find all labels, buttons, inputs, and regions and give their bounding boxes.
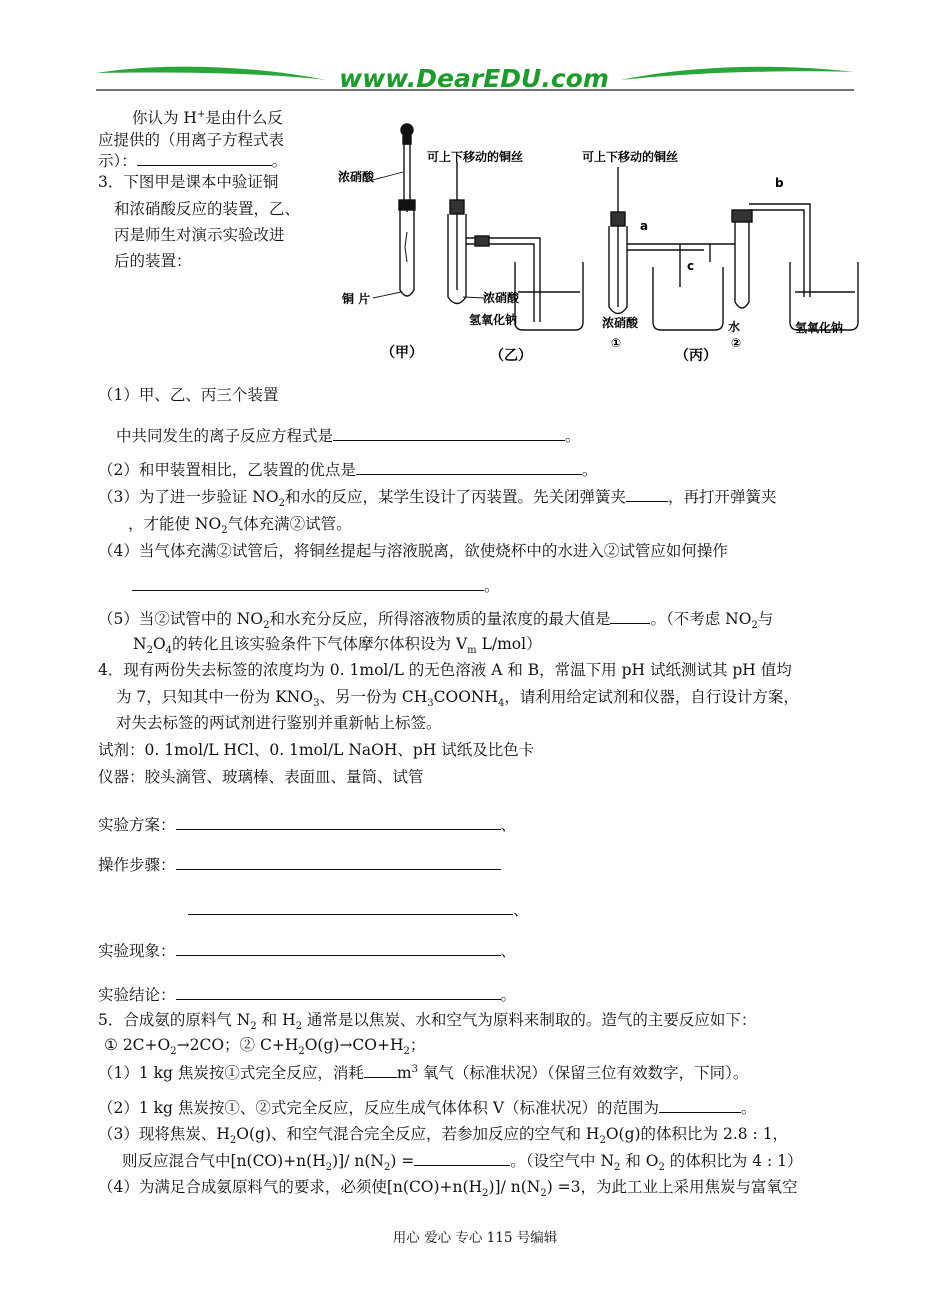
intro-line-1: 你认为 H+是由什么反 (132, 108, 283, 127)
intro-line-3: 示）： 。 (98, 152, 288, 170)
bing-clip-b: b (775, 176, 784, 190)
answer-blank[interactable] (188, 899, 513, 915)
bing-clip-a: a (640, 219, 649, 233)
q5-line-1: 5．合成氨的原料气 $N_2$ 和 $H_2$ 通常是以焦炭、水和空气为原料来制取的。造气的主要反应如下： (98, 1011, 757, 1033)
bing-water-label: 水 (728, 320, 741, 334)
yi-wire-label: 可上下移动的铜丝 (427, 150, 524, 164)
answer-blank[interactable] (137, 150, 272, 166)
q4-steps: 操作步骤： (98, 854, 501, 875)
jia-copper-label: 铜 片 (342, 292, 371, 306)
p1-line-a: （1）甲、乙、丙三个装置 (98, 386, 279, 404)
q4-reagents: 试剂：0. 1mol/L HCl、0. 1mol/L NaOH、pH 试纸及比色卡 (98, 741, 535, 759)
answer-blank[interactable] (132, 575, 484, 591)
header-swoosh-right (621, 67, 854, 80)
q5-part-3-a: （3）现将焦炭、$H_2O(g)$、和空气混合完全反应，若参加反应的空气和 $H_2O(g)$的体积比为 2.8 : 1， (98, 1125, 789, 1147)
bing-tube-1: ① (611, 336, 622, 350)
header-site-title[interactable]: www.DearEDU.com (339, 64, 609, 93)
bing-naoh-label: 氢氧化钠 (795, 321, 844, 335)
q5-reactions: ① $2C+O_2\to 2CO$；② $C+H_2O(g)\to CO+H_2$； (104, 1036, 426, 1058)
apparatus-bing (609, 167, 858, 330)
apparatus-figure (335, 112, 860, 370)
bing-acid-label: 浓硝酸 (602, 316, 639, 330)
bing-wire-label: 可上下移动的铜丝 (582, 150, 679, 164)
q5-part-3-b: 则反应混合气中$[n(CO)+n(H_2)]/$ $n(N_2)$ = 。（设空气中 $N_2$ 和 $O_2$ 的体积比为 4 : 1） (122, 1152, 803, 1174)
yi-caption: （乙） (490, 348, 532, 364)
answer-blank[interactable] (626, 486, 668, 502)
q4-plan: 实验方案： 、 (98, 816, 517, 834)
q3-line-4: 后的装置： (114, 252, 192, 270)
q4-line-1: 4．现有两份失去标签的浓度均为 0. 1mol/L 的无色溶液 A 和 B，常温下用 pH 试纸测试其 pH 值均 (98, 661, 792, 679)
p3-line-b: ，才能使 $NO_2$气体充满②试管。 (128, 515, 352, 537)
intro-line-2: 应提供的（用离子方程式表 (98, 131, 285, 149)
jia-caption: （甲） (381, 345, 423, 361)
yi-naoh-label: 氢氧化钠 (469, 313, 518, 327)
jia-acid-label: 浓硝酸 (338, 170, 375, 184)
p5-line-b: $N_2O_4$的转化且该实验条件下气体摩尔体积设为 $V_m$ L/mol） (133, 635, 542, 657)
q4-line-2: 为 7，只知其中一份为 $KNO_3$、另一份为 $CH_3COONH_4$，请利用给定试剂和仪器，自行设计方案， (116, 688, 799, 710)
bing-caption: （丙） (675, 348, 717, 364)
q4-conclusion: 实验结论： 。 (98, 986, 517, 1004)
q5-part-1: （1）1 kg 焦炭按①式完全反应，消耗 $m^3$ 氧气（标准状况）（保留三位有效数字，下同）。 (98, 1063, 749, 1082)
q4-phenomena: 实验现象： 、 (98, 942, 517, 960)
answer-blank[interactable] (659, 1097, 741, 1113)
q4-line-3: 对失去标签的两试剂进行鉴别并重新帖上标签。 (116, 714, 442, 732)
answer-blank[interactable] (176, 984, 501, 1000)
bing-tube-2: ② (731, 336, 742, 350)
p1-line-b: 中共同发生的离子反应方程式是 。 (116, 427, 581, 445)
q5-part-2: （2）1 kg 焦炭按①、②式完全反应，反应生成气体体积 V（标准状况）的范围为 。 (98, 1099, 757, 1117)
page-footer: 用心 爱心 专心 115 号编辑 (392, 1230, 558, 1246)
p3-line-a: （3）为了进一步验证 $NO_2$和水的反应，某学生设计了丙装置。先关闭弹簧夹 ，再打开弹簧夹 (98, 488, 777, 510)
p2-line: （2）和甲装置相比，乙装置的优点是 。 (98, 461, 598, 479)
q5-part-4: （4）为满足合成氨原料气的要求，必须使$[n(CO)+n(H_2)]/$ $n(N_2) =3$，为此工业上采用焦炭与富氧空 (98, 1178, 798, 1200)
q3-line-2: 和浓硝酸反应的装置，乙、 (114, 200, 301, 218)
header-banner (96, 60, 856, 96)
answer-blank[interactable] (356, 459, 582, 475)
header-swoosh-left (96, 67, 326, 80)
bing-clip-c: c (687, 259, 695, 273)
q3-line-1: 3．下图甲是课本中验证铜 (98, 173, 279, 191)
answer-blank[interactable] (176, 940, 501, 956)
answer-blank[interactable] (610, 608, 650, 624)
q3-line-3: 丙是师生对演示实验改进 (114, 226, 285, 244)
yi-acid-label: 浓硝酸 (483, 291, 520, 305)
answer-blank[interactable] (364, 1062, 397, 1078)
p5-line-a: （5）当②试管中的 $NO_2$和水充分反应，所得溶液物质的量浓度的最大值是 。（不考虑 $NO_2$与 (98, 610, 774, 632)
q4-instruments: 仪器：胶头滴管、玻璃棒、表面皿、量筒、试管 (98, 768, 424, 786)
p4-line-b: 。 (132, 575, 500, 596)
answer-blank[interactable] (176, 814, 501, 830)
answer-blank[interactable] (414, 1150, 510, 1166)
answer-blank[interactable] (176, 854, 501, 870)
p4-line-a: （4）当气体充满②试管后，将铜丝提起与溶液脱离，欲使烧杯中的水进入②试管应如何操作 (98, 542, 728, 560)
apparatus-jia (365, 124, 415, 298)
answer-blank[interactable] (333, 425, 565, 441)
q4-steps-cont: 、 (188, 899, 529, 920)
